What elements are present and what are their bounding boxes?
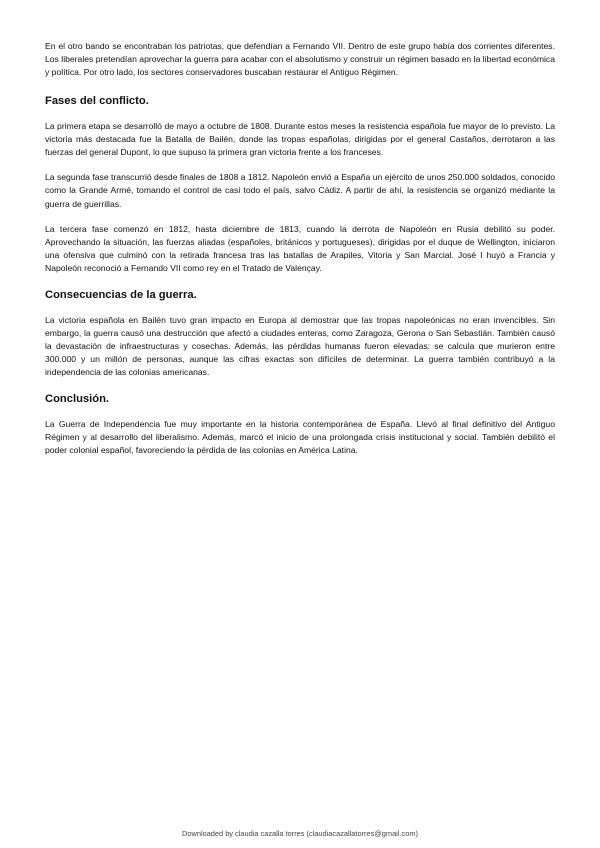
section-heading-phases: Fases del conflicto. (45, 94, 149, 107)
phase-one-paragraph: La primera etapa se desarrolló de mayo a octubre de 1808. Durante estos meses la resistencia española fue mayor de lo previsto. La victoria más destacada fue la Batalla de Bailén, donde las tropas españolas, dirigidas por el general Castaños, derrotaron a las fuerzas del general Dupont, lo que supuso la primera gran victoria frente a los franceses. (45, 120, 555, 158)
section-heading-conclusion: Conclusión. (45, 392, 110, 405)
conclusion-paragraph: La Guerra de Independencia fue muy importante en la historia contemporánea de España. Llevó al final definitivo del Antiguo Régimen y al desarrollo del liberalismo. Además, marcó el inicio de una prolongada crisis institucional y social. También debilitó el poder colonial español, favoreciendo la pérdida de las colonias en América Latina. (45, 418, 555, 456)
document-body (45, 40, 555, 469)
section-heading-consequences: Consecuencias de la guerra. (45, 288, 197, 301)
download-footer: Downloaded by claudia cazalla torres (claudiacazallatorres@gmail.com) (182, 829, 418, 838)
phase-three-paragraph: La tercera fase comenzó en 1812, hasta diciembre de 1813, cuando la derrota de Napoleón en Rusia debilitó su poder. Aprovechando la situación, las fuerzas aliadas (españoles, británicos y portugueses), dirigidas por el duque de Wellington, iniciaron una ofensiva que culminó con la retirada francesa tras las batallas de Arapiles, Vitoria y San Marcial. José I huyó a Francia y Napoleón reconoció a Fernando VII como rey en el Tratado de Valençay. (45, 223, 555, 274)
consequences-paragraph: La victoria española en Bailén tuvo gran impacto en Europa al demostrar que las tropas napoleónicas no eran invencibles. Sin embargo, la guerra causó una destrucción que afectó a ciudades enteras, como Zaragoza, Gerona o San Sebastián. También causó la devastación de infraestructuras y cosechas. Además, las pérdidas humanas fueron elevadas: se calcula que murieron entre 300.000 y un millón de personas, aunque las cifras exactas son difíciles de determinar. La guerra también contribuyó a la independencia de las colonias americanas. (45, 314, 555, 378)
intro-paragraph: En el otro bando se encontraban los patriotas, que defendían a Fernando VII. Dentro de este grupo había dos corrientes diferentes. Los liberales pretendían aprovechar la guerra para acabar con el absolutismo y construir un régimen basado en la libertad económica y política. Por otro lado, los sectores conservadores buscaban restaurar el Antiguo Régimen. (45, 41, 555, 78)
phase-two-paragraph: La segunda fase transcurrió desde finales de 1808 a 1812. Napoleón envió a España un ejército de unos 250.000 soldados, conocido como la Grande Armé, tomando el control de casi todo el país, salvo Cádiz. A partir de ahí, la resistencia se organizó mediante la guerra de guerrillas. (45, 172, 555, 209)
